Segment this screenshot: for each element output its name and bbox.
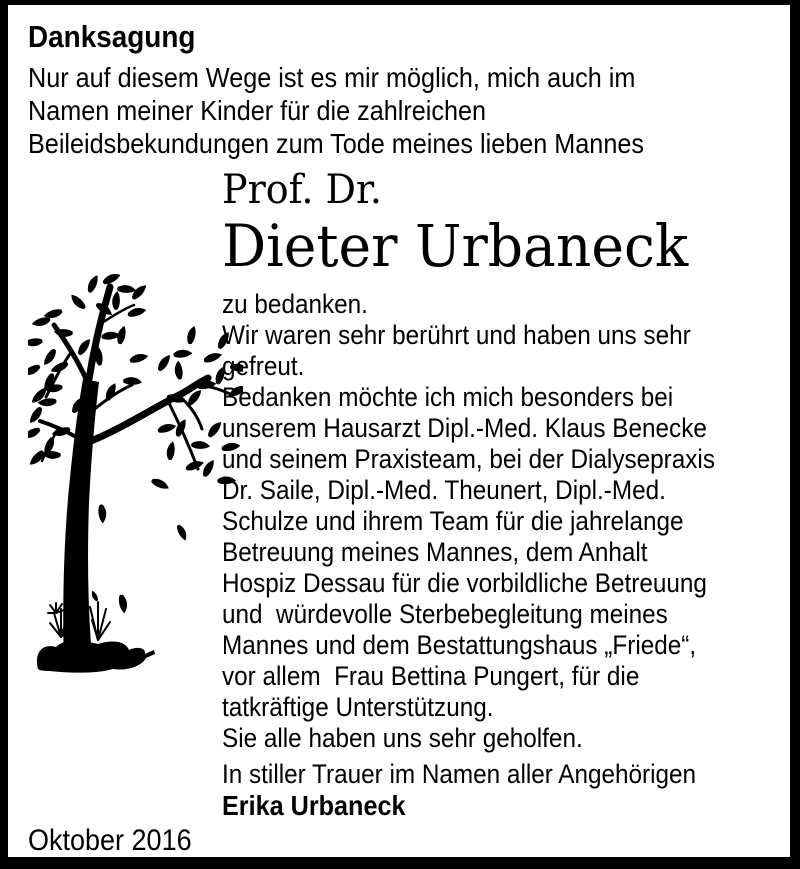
- body-line: Sie alle haben uns sehr geholfen.: [222, 723, 583, 753]
- body-line: Schulze und ihrem Team für die jahrelange: [222, 506, 684, 536]
- body-line: Wir waren sehr berührt und haben uns sehr: [222, 320, 691, 350]
- body-line: gefreut.: [222, 351, 305, 381]
- intro-line: Beileidsbekundungen zum Tode meines lieben Mannes: [28, 128, 644, 159]
- closing-line: In stiller Trauer im Namen aller Angehörigen: [222, 759, 697, 789]
- intro-line: Namen meiner Kinder für die zahlreichen: [28, 95, 487, 126]
- body-line: Mannes und dem Bestattungshaus „Friede“,: [222, 630, 697, 660]
- body-line: Bedanken möchte ich mich besonders bei: [222, 382, 674, 412]
- body-line: zu bedanken.: [222, 289, 368, 319]
- body-line: Hospiz Dessau für die vorbildliche Betreuung: [222, 568, 707, 598]
- signature-name: Erika Urbaneck: [222, 790, 406, 821]
- intro-paragraph: [28, 61, 644, 160]
- body-line: Betreuung meines Mannes, dem Anhalt: [222, 537, 648, 567]
- deceased-name-block: [222, 167, 688, 280]
- closing-block: [222, 758, 696, 822]
- tree-silhouette-icon: [28, 273, 243, 678]
- intro-line: Nur auf diesem Wege ist es mir möglich, mich auch im: [28, 62, 636, 93]
- thanks-paragraph: [222, 289, 715, 754]
- body-line: vor allem Frau Bettina Pungert, für die: [222, 661, 640, 691]
- body-line: und würdevolle Sterbebegleitung meines: [222, 599, 668, 629]
- deceased-honorific: Prof. Dr.: [222, 167, 383, 213]
- notice-title: Danksagung: [28, 19, 196, 54]
- body-line: tatkräftige Unterstützung.: [222, 692, 494, 722]
- tree-illustration: [28, 273, 243, 678]
- body-line: und seinem Praxisteam, bei der Dialysepraxis: [222, 444, 715, 474]
- body-line: Dr. Saile, Dipl.-Med. Theunert, Dipl.-Med.: [222, 475, 666, 505]
- deceased-name: Dieter Urbaneck: [222, 212, 689, 280]
- date-line: Oktober 2016: [28, 824, 192, 857]
- body-line: unserem Hausarzt Dipl.-Med. Klaus Benecke: [222, 413, 707, 443]
